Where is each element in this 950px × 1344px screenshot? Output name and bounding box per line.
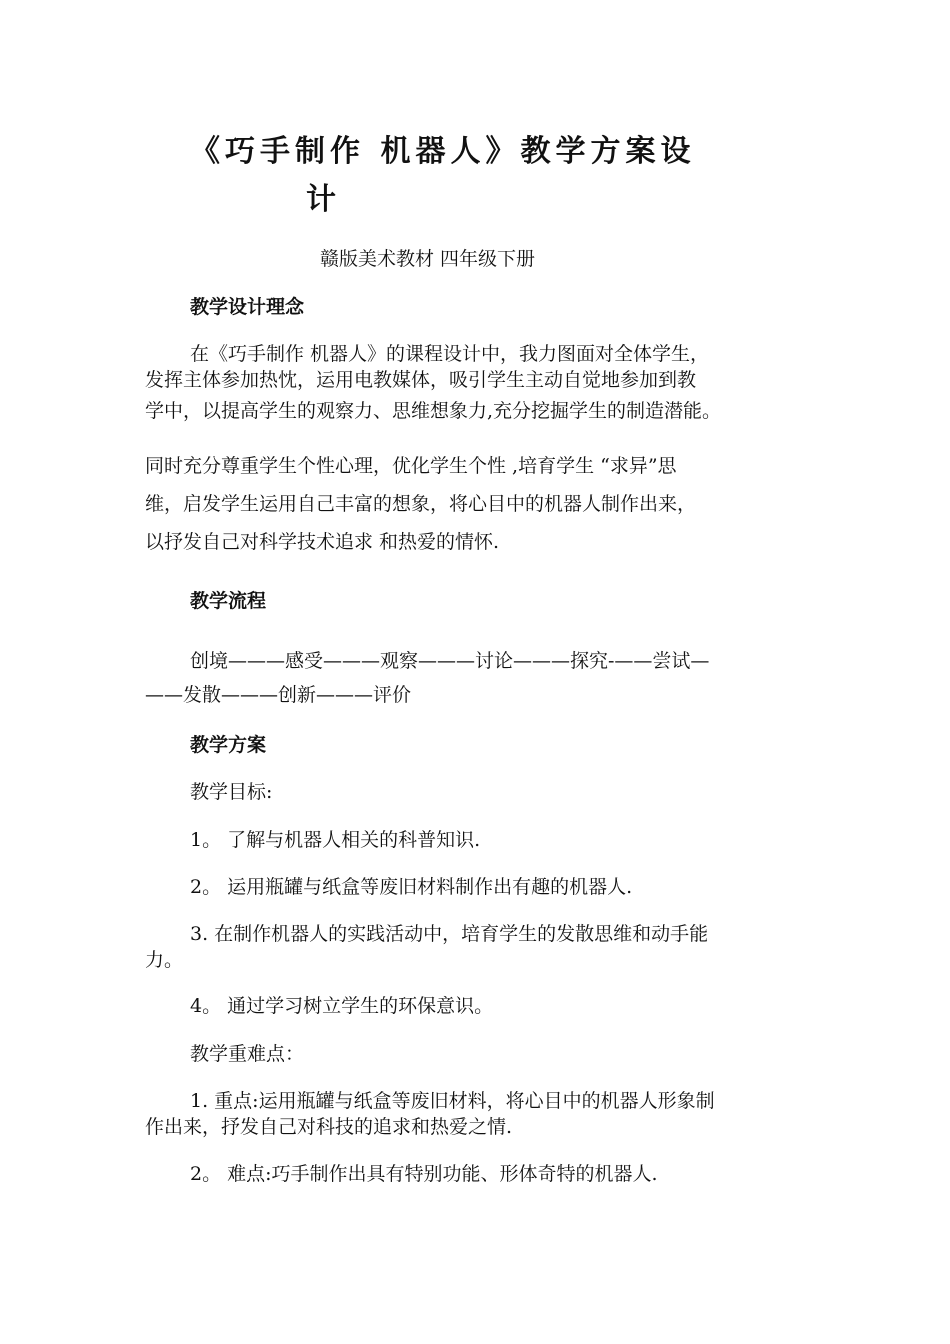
title-line-2: 计 — [306, 182, 341, 217]
document-title — [190, 128, 710, 224]
paragraph-line: 以抒发自己对科学技术追求 和热爱的情怀. — [145, 531, 500, 553]
paragraph-teaching-flow — [145, 648, 815, 708]
key-point-1-line-1: 1. 重点:运用瓶罐与纸盒等废旧材料，将心目中的机器人形象制 — [190, 1090, 715, 1112]
section-heading-design-concept: 教学设计理念 — [190, 296, 305, 318]
title-line-1: 《巧手制作 机器人》教学方案设 — [190, 134, 696, 169]
teaching-goal-1: 1。 了解与机器人相关的科普知识. — [190, 829, 481, 851]
key-point-1-line-2: 作出来，抒发自己对科技的追求和热爱之情. — [145, 1116, 513, 1138]
document-subtitle: 赣版美术教材 四年级下册 — [320, 248, 536, 270]
teaching-goal-2: 2。 运用瓶罐与纸盒等废旧材料制作出有趣的机器人. — [190, 876, 633, 898]
key-point-1 — [145, 1088, 815, 1140]
paragraph-design-concept-2 — [145, 453, 815, 555]
teaching-goal-3 — [145, 921, 815, 973]
paragraph-design-concept-1 — [145, 341, 815, 424]
teaching-goals-label: 教学目标: — [190, 781, 273, 803]
goal-3-line-2: 力。 — [145, 949, 184, 971]
flow-line-1: 创境———感受———观察———讨论———探究-——尝试— — [190, 650, 710, 672]
paragraph-line: 同时充分尊重学生个性心理，优化学生个性 ,培育学生 “求异”思 — [145, 455, 677, 477]
section-heading-teaching-plan: 教学方案 — [190, 734, 267, 756]
paragraph-line: 发挥主体参加热忱，运用电教媒体，吸引学生主动自觉地参加到教 — [145, 369, 697, 391]
paragraph-line: 在《巧手制作 机器人》的课程设计中，我力图面对全体学生， — [190, 343, 710, 365]
flow-line-2: ——发散———创新———评价 — [145, 684, 412, 706]
paragraph-line: 维，启发学生运用自己丰富的想象，将心目中的机器人制作出来， — [145, 493, 697, 515]
difficulty-label: 教学重难点： — [190, 1043, 305, 1065]
paragraph-line: 学中，以提高学生的观察力、思维想象力,充分挖掘学生的制造潜能。 — [145, 400, 722, 422]
goal-3-line-1: 3. 在制作机器人的实践活动中，培育学生的发散思维和动手能 — [190, 923, 709, 945]
section-heading-teaching-flow: 教学流程 — [190, 590, 267, 612]
teaching-goal-4: 4。 通过学习树立学生的环保意识。 — [190, 995, 494, 1017]
key-point-2: 2。 难点:巧手制作出具有特别功能、形体奇特的机器人. — [190, 1163, 658, 1185]
